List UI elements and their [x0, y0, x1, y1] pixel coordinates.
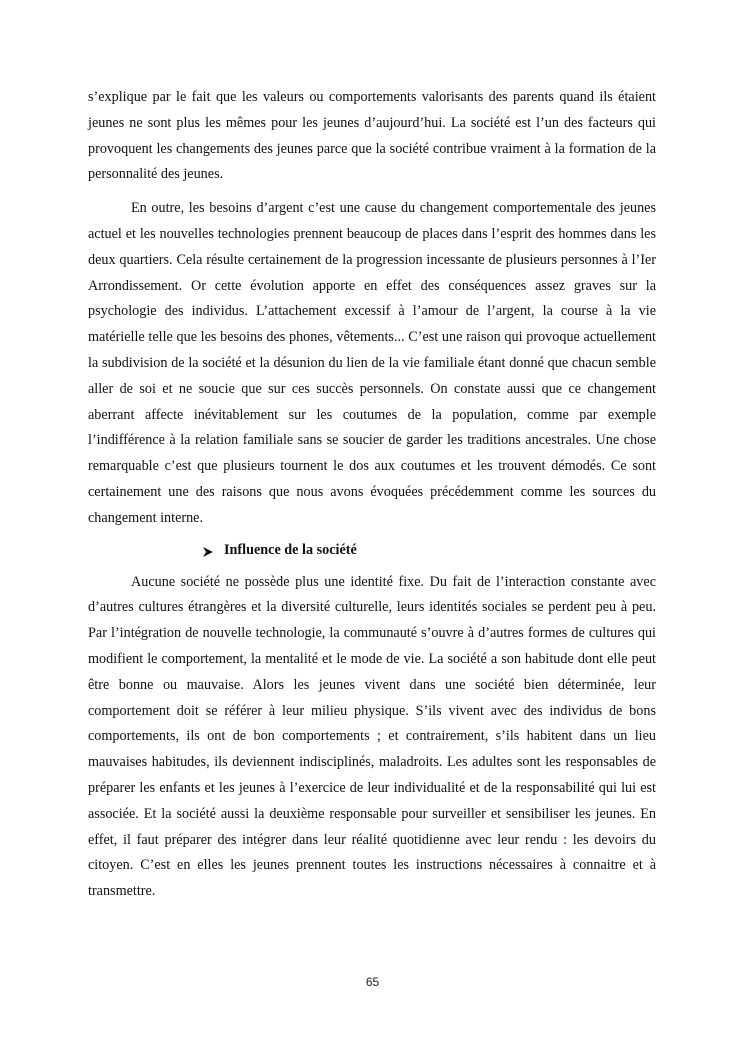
document-page	[88, 85, 656, 913]
paragraph-continuation: s’explique par le fait que les valeurs ou comportements valorisants des parents quand ils étaient jeunes ne sont plus les mêmes pour les jeunes d’aujourd’hui. La société est l’un des facteurs qui provoquent les changements des jeunes parce que la société contribue vraiment à la formation de la personnalité des jeunes.	[88, 89, 656, 183]
paragraph-aucune-societe: Aucune société ne possède plus une identité fixe. Du fait de l’interaction constante avec d’autres cultures étrangères et la diversité culturelle, leurs identités sociales se perdent peu à peu. Par l’intégration de nouvelle technologie, la communauté s’ouvre à d’autres formes de cultures qui modifient le comportement, la mentalité et le mode de vie. La société a son habitude dont elle peut être bonne ou mauvaise. Alors les jeunes vivent dans une société bien déterminée, leur comportement doit se référer à leur milieu physique. S’ils vivent avec des individus de bons comportements, ils ont de bon comportements ; et contrairement, s’ils habitent dans un lieu mauvaises habitudes, ils deviennent indisciplinés, maladroits. Les adultes sont les responsables de préparer les enfants et les jeunes à l’exercice de leur individualité et de la responsabilité qui lui est associée. Et la société aussi la deuxième responsable pour surveiller et sensibiliser les jeunes. En effet, il faut préparer des intégrer dans leur réalité quotidienne avec leur rendu : les devoirs du citoyen. C’est en elles les jeunes prennent toutes les instructions nécessaires à connaitre et à transmettre.	[88, 573, 656, 900]
section-heading	[88, 540, 656, 560]
section-heading-text: Influence de la société	[224, 541, 357, 558]
arrow-bullet-icon	[202, 544, 214, 556]
page-number: 65	[365, 975, 380, 989]
paragraph-en-outre: En outre, les besoins d’argent c’est une cause du changement comportementale des jeunes actuel et les nouvelles technologies prennent beaucoup de places dans l’esprit des hommes dans les deux quartiers. Cela résulte certainement de la progression incessante de plusieurs personnes à l’Ier Arrondissement. Or cette évolution apporte en effet des conséquences assez graves sur la psychologie des individus. L’attachement excessif à l’amour de l’argent, la course à la vie matérielle telle que les besoins des phones, vêtements... C’est une raison qui provoque actuellement la subdivision de la société et la désunion du lien de la vie familiale étant donné que chacun semble aller de soi et ne soucie que sur ces succès personnels. On constate aussi que ce changement aberrant affecte inévitablement sur les coutumes de la population, comme par exemple l’indifférence à la relation familiale sans se soucier de garder les traditions ancestrales. Une chose remarquable c’est que plusieurs tournent le dos aux coutumes et les trouvent démodés. Ce sont certainement une des raisons que nous avons évoquées précédemment comme les sources du changement interne.	[88, 200, 656, 526]
